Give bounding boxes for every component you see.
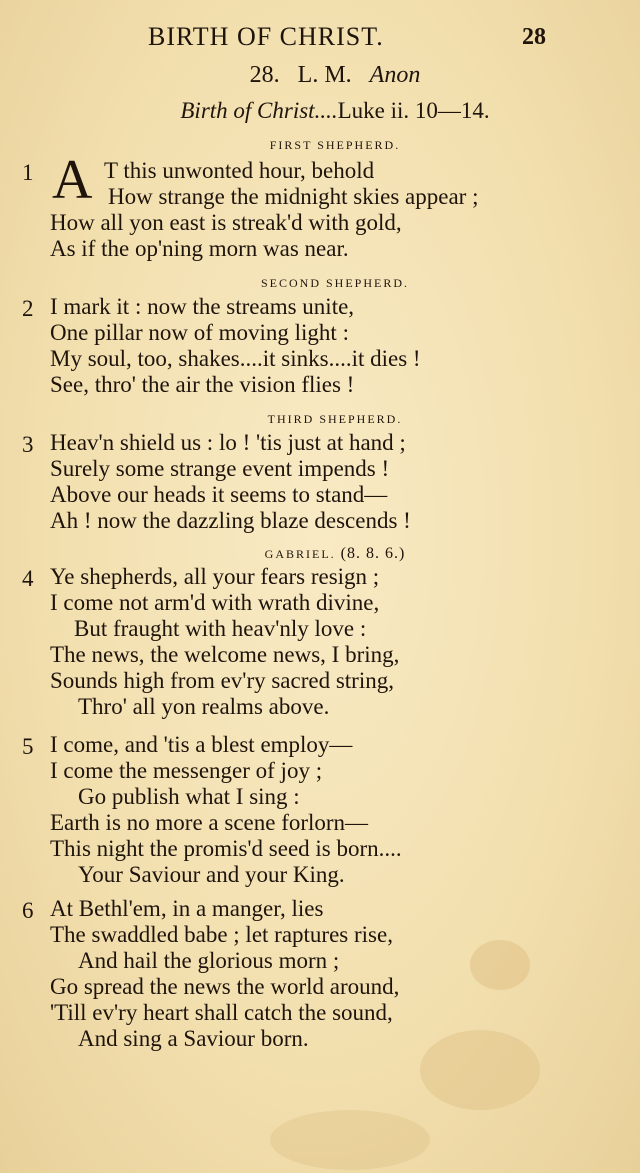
hymn-meter: L. M. (297, 62, 352, 88)
verse-line: I mark it : now the streams unite, (50, 294, 355, 319)
verse-line: I come not arm'd with wrath divine, (50, 590, 380, 615)
verse-line: Earth is no more a scene forlorn— (50, 810, 369, 835)
hymn-subtitle (0, 98, 640, 124)
verse-line: Thro' all yon realms above. (78, 694, 330, 719)
verse-line: Above our heads it seems to stand— (50, 482, 388, 507)
verse-line: But fraught with heav'nly love : (74, 616, 367, 641)
speaker-label: FIRST SHEPHERD. (269, 138, 401, 152)
paper-stain (470, 940, 530, 990)
verse-line: At Bethl'em, in a manger, lies (50, 896, 324, 921)
verse-line: 'Till ev'ry heart shall catch the sound, (50, 1000, 393, 1025)
verse-line: The news, the welcome news, I bring, (50, 642, 400, 667)
speaker-meter: (8. 8. 6.) (340, 545, 406, 562)
hymn-heading (0, 62, 640, 89)
drop-cap: A (52, 149, 93, 211)
speaker-label: THIRD SHEPHERD. (267, 412, 403, 426)
verse-line: How strange the midnight skies appear ; (108, 184, 479, 209)
verse-line: I come the messenger of joy ; (50, 758, 323, 783)
verse-line: Ah ! now the dazzling blaze descends ! (50, 508, 411, 533)
verse-line: Ye shepherds, all your fears resign ; (50, 564, 380, 589)
paper-stain (270, 1110, 430, 1170)
verse-line: I come, and 'tis a blest employ— (50, 732, 353, 757)
page-number: 28 (522, 24, 546, 50)
verse-line: The swaddled babe ; let raptures rise, (50, 922, 393, 947)
hymn-title: Birth of Christ.... (180, 98, 338, 123)
hymn-number: 28. (249, 62, 280, 88)
verse-number: 1 (22, 160, 34, 185)
verse-line: Surely some strange event impends ! (50, 456, 390, 481)
verse-number: 3 (22, 432, 34, 457)
verse-line: This night the promis'd seed is born.... (50, 836, 402, 861)
verse-number: 4 (22, 566, 34, 591)
verse-line: One pillar now of moving light : (50, 320, 349, 345)
speaker-label (0, 545, 640, 563)
verse-line: See, thro' the air the vision flies ! (50, 372, 355, 397)
verse-line: Sounds high from ev'ry sacred string, (50, 668, 394, 693)
verse-line: Your Saviour and your King. (78, 862, 345, 887)
hymn-author: Anon (369, 62, 421, 88)
verse-line: Heav'n shield us : lo ! 'tis just at hand ; (50, 430, 406, 455)
verse-number: 5 (22, 734, 34, 759)
verse-line: As if the op'ning morn was near. (50, 236, 349, 261)
verse-line: And hail the glorious morn ; (78, 948, 340, 973)
paper-stain (420, 1030, 540, 1110)
running-head: BIRTH OF CHRIST. (148, 22, 384, 51)
verse-line: How all yon east is streak'd with gold, (50, 210, 402, 235)
scripture-reference: Luke ii. 10—14. (337, 98, 490, 123)
verse-line: And sing a Saviour born. (78, 1026, 309, 1051)
verse-line: T this unwonted hour, behold (104, 158, 375, 183)
verse-number: 6 (22, 898, 34, 923)
verse-line: Go spread the news the world around, (50, 974, 400, 999)
verse-line: Go publish what I sing : (78, 784, 300, 809)
verse-line: My soul, too, shakes....it sinks....it dies ! (50, 346, 421, 371)
verse-number: 2 (22, 296, 34, 321)
speaker-label: SECOND SHEPHERD. (260, 276, 409, 290)
speaker-name: GABRIEL. (264, 547, 336, 561)
